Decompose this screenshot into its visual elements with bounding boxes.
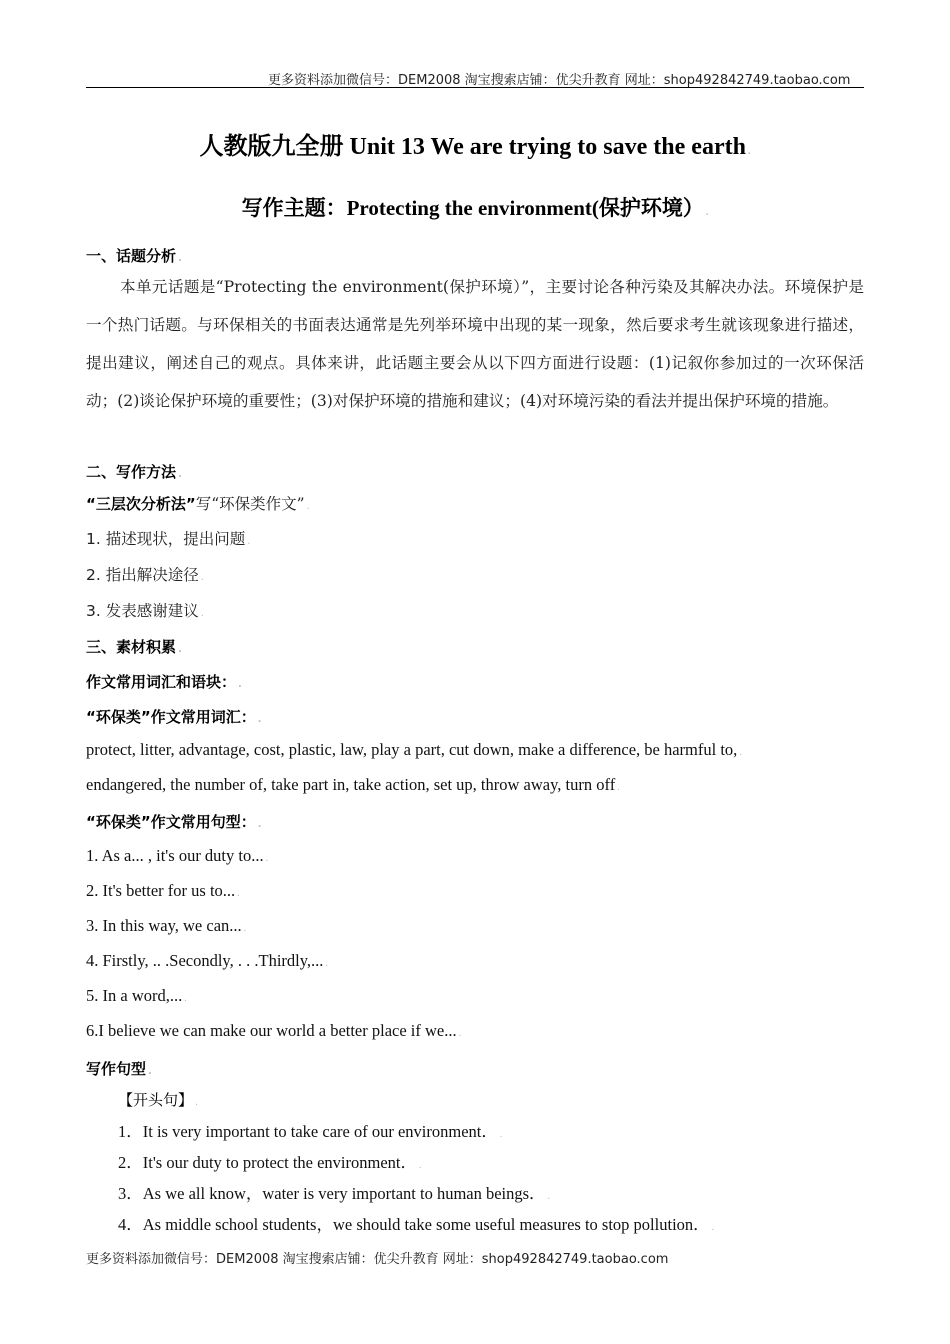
section2-heading-text: 二、写作方法 [86, 463, 177, 481]
sentence-pattern: 6.I believe we can make our world a better place if we... . [86, 1021, 462, 1040]
section1-heading-text: 一、话题分析 [86, 247, 177, 265]
opening-text: It's our duty to protect the environment． [142, 1153, 417, 1172]
document-subtitle-text: 写作主题：Protecting the environment(保护环境） [241, 196, 704, 220]
step-text: 描述现状，提出问题 [105, 530, 246, 548]
sentence-pattern-text: 1. As a... , it's our duty to... [86, 846, 264, 865]
step-number: 3. [86, 602, 101, 620]
method-line: “三层次分析法”写“环保类作文” . [86, 495, 310, 513]
step-text: 指出解决途径 [105, 566, 199, 584]
opening-sentence: 1．It is very important to take care of our environment． . [118, 1122, 503, 1141]
sentence-pattern: 2. It's better for us to... . [86, 881, 240, 900]
header-rule [86, 87, 864, 88]
opening-number: 2． [118, 1153, 143, 1172]
document-subtitle: 写作主题：Protecting the environment(保护环境） . [241, 196, 709, 220]
sentence-pattern-text: 6.I believe we can make our world a better place if we... [86, 1021, 457, 1040]
sentence-pattern: 5. In a word,... . [86, 986, 187, 1005]
section-heading-method: 二、写作方法 . [86, 463, 182, 481]
section-heading-materials: 三、素材积累 . [86, 638, 182, 656]
opening-sentence: 3．As we all know，water is very important to human beings． . [118, 1184, 551, 1203]
vocab-heading: 作文常用词汇和语块： . [86, 673, 242, 691]
opening-number: 4． [118, 1215, 143, 1234]
opening-label-text: 【开头句】 [118, 1091, 194, 1109]
opening-number: 3． [118, 1184, 143, 1203]
opening-text: It is very important to take care of our environment． [142, 1122, 498, 1141]
vocab-line: protect, litter, advantage, cost, plastic, law, play a part, cut down, make a difference, be harmful to, . [86, 740, 742, 759]
opening-text: As we all know，water is very important to human beings． [142, 1184, 546, 1203]
sentence-pattern-text: 2. It's better for us to... [86, 881, 236, 900]
section-heading-topic: 一、话题分析 . [86, 247, 182, 265]
method-rest: 写“环保类作文” [195, 495, 305, 513]
sentence-heading-text: “环保类”作文常用句型： [86, 813, 256, 831]
method-step: 1. 描述现状，提出问题 . [86, 530, 251, 548]
opening-sentence: 4．As middle school students，we should take some useful measures to stop pollution． . [118, 1215, 715, 1234]
sentence-pattern-text: 5. In a word,... [86, 986, 183, 1005]
topic-analysis-paragraph: 本单元话题是“Protecting the environment(保护环境）”，主要讨论各种污染及其解决办法。环境保护是一个热门话题。与环保相关的书面表达通常是先列举环境中出现的某一现象，然后要求考生就该现象进行描述，提出建议，阐述自己的观点。具体来讲，此话题主要会从以下四方面进行设题：(1)记叙你参加过的一次环保活动；(2)谈论保护环境的重要性；(3)对保护环境的措施和建议；(4)对环境污染的看法并提出保护环境的措施。 [86, 278, 864, 410]
opening-number: 1． [118, 1122, 143, 1141]
writing-heading-text: 写作句型 [86, 1060, 147, 1078]
document-title: 人教版九全册 Unit 13 We are trying to save the earth . [199, 134, 751, 160]
vocab-line-text: protect, litter, advantage, cost, plastic, law, play a part, cut down, make a difference, be harmful to, [86, 740, 738, 759]
opening-sentence: 2．It's our duty to protect the environment． . [118, 1153, 422, 1172]
method-step: 3. 发表感谢建议 . [86, 602, 204, 620]
method-step: 2. 指出解决途径 . [86, 566, 204, 584]
step-number: 1. [86, 530, 101, 548]
opening-label: 【开头句】 . [118, 1091, 199, 1109]
step-number: 2. [86, 566, 101, 584]
method-bold: “三层次分析法” [86, 495, 196, 513]
vocab-heading-text: 作文常用词汇和语块： [86, 673, 237, 691]
page-footer: 更多资料添加微信号：DEM2008 淘宝搜索店铺：优尖升教育 网址：shop492842749.taobao.com [86, 1252, 669, 1267]
vocab-line-text: endangered, the number of, take part in, take action, set up, throw away, turn off [86, 775, 616, 794]
opening-text: As middle school students，we should take some useful measures to stop pollution． [142, 1215, 710, 1234]
vocab-line: endangered, the number of, take part in, take action, set up, throw away, turn off . [86, 775, 620, 794]
step-text: 发表感谢建议 [105, 602, 199, 620]
document-title-text: 人教版九全册 Unit 13 We are trying to save the earth [199, 134, 746, 160]
sentence-pattern: 1. As a... , it's our duty to... . [86, 846, 269, 865]
sentence-heading: “环保类”作文常用句型： . [86, 813, 262, 831]
vocab-subheading-text: “环保类”作文常用词汇： [86, 708, 256, 726]
page-header: 更多资料添加微信号：DEM2008 淘宝搜索店铺：优尖升教育 网址：shop492842749.taobao.com [268, 73, 851, 88]
vocab-subheading: “环保类”作文常用词汇： . [86, 708, 262, 726]
sentence-pattern: 3. In this way, we can... . [86, 916, 247, 935]
sentence-pattern-text: 3. In this way, we can... [86, 916, 242, 935]
sentence-pattern-text: 4. Firstly, .. .Secondly, . . .Thirdly,... [86, 951, 324, 970]
section3-heading-text: 三、素材积累 [86, 638, 177, 656]
writing-pattern-heading: 写作句型 . [86, 1060, 152, 1078]
sentence-pattern: 4. Firstly, .. .Secondly, . . .Thirdly,... . [86, 951, 328, 970]
